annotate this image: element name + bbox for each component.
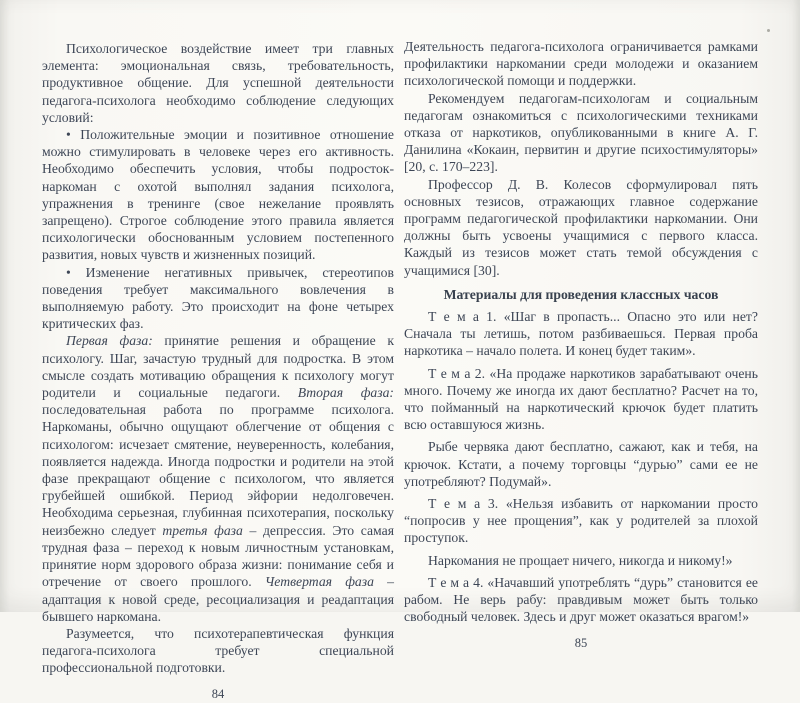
- paragraph: [404, 38, 758, 90]
- section-heading: Материалы для проведения классных часов: [443, 286, 719, 302]
- theme-paragraph: [404, 495, 758, 547]
- paragraph: [404, 90, 758, 176]
- text-run: Деятельность педагога-психолога ограничивается рамками профилактики наркомании среди молодежи и оказанием психологической помощи и поддержки.: [404, 39, 758, 89]
- italic-phrase: Первая фаза:: [66, 333, 153, 349]
- text-run: Психологическое воздействие имеет три главных элемента: эмоциональная связь, требовательность, продуктивное общение. Для успешной деятельности педагога-психолога необходимо соблюдение следующих условий:: [42, 41, 394, 125]
- page-right: [404, 38, 758, 652]
- page-right-text: [404, 38, 758, 626]
- text-run: • Положительные эмоции и позитивное отношение можно стимулировать в человеке через его активность. Необходимо обеспечить условия, чтобы подросток-наркоман с охотой выполнял задания психолога, упражнения в тренинге (свое нежелание проявлять запрещено). Строгое соблюдение этого правила является психологически обоснованным условием постепенного развития, новых чувств и жизненных позиций.: [42, 127, 394, 263]
- text-run: Т е м а 4. «Начавший употреблять “дурь” становится ее рабом. Не верь рабу: правдивым может быть только свободный человек. Здесь и друг может оказаться врагом!»: [404, 574, 758, 625]
- paragraph: [404, 438, 758, 490]
- theme-paragraph: [404, 365, 758, 434]
- page-left-text: [42, 40, 394, 677]
- scan-speck: [767, 29, 770, 32]
- paragraph: [42, 126, 394, 264]
- text-run: Наркомания не прощает ничего, никогда и никому!»: [428, 552, 733, 568]
- page-left: [42, 40, 394, 703]
- italic-phrase: Четвертая фаза: [264, 574, 374, 590]
- text-run: Разумеется, что психотерапевтическая функция педагога-психолога требует специальной профессиональной подготовки.: [42, 625, 394, 676]
- text-run: • Изменение негативных привычек, стереотипов поведения требует максимального вовлечения в выполняемую работу. Это происходит на фоне четырех критических фаз.: [42, 264, 394, 332]
- italic-phrase: Вторая фаза:: [297, 385, 394, 401]
- text-run: Т е м а 3. «Нельзя избавить от наркомании просто “попросив у нее прощения”, как у родителей за плохой проступок.: [404, 496, 758, 546]
- text-run: Профессор Д. В. Колесов сформулировал пять основных тезисов, отражающих главное содержание программ педагогической профилактики наркомании. Они должны быть усвоены учащимися с первого класса. Каждый из тезисов может стать темой обсуждения с учащимися [30].: [404, 176, 758, 278]
- text-run: последовательная работа по программе психолога. Наркоманы, обычно ощущают облегчение от общения с психологом: исчезает смятение, неуверенность, колебания, появляется надежда. Иногда подростки и родители на этой фазе прекращают общение с психологом, что является грубейшей ошибкой. Период эйфории недолговечен. Необходима серьезная, глубинная психотерапия, поскольку неизбежно следует: [42, 402, 394, 538]
- text-run: принятие решения и обращение к психологу. Шаг, зачастую трудный для подростка. В этом смысле создать мотивацию обращения к психологу могут родители и социальные педагоги.: [42, 333, 394, 401]
- paragraph: [404, 176, 758, 279]
- page-number-right: 85: [574, 635, 588, 650]
- text-run: Рыбе червяка дают бесплатно, сажают, как и тебя, на крючок. Кстати, а почему торговцы “дурью” сами ее не употребляют? Подумай».: [404, 439, 758, 489]
- text-run: Рекомендуем педагогам-психологам и социальным педагогам ознакомиться с психологическими техниками отказа от наркотиков, опубликованными в книге А. Г. Данилина «Кокаин, первитин и другие психостимуляторы» [20, с. 170–223].: [404, 90, 758, 175]
- paragraph: [42, 264, 394, 333]
- theme-paragraph: [404, 308, 758, 360]
- italic-phrase: третья фаза: [162, 522, 243, 538]
- text-run: – адаптация к новой среде, ресоциализация и реадаптация бывшего наркомана.: [42, 574, 394, 624]
- paragraph: [42, 40, 394, 126]
- text-run: Т е м а 2. «На продаже наркотиков зарабатывают очень много. Почему же иногда их дают бесплатно? Расчет на то, что пойманный на наркотический крючок будет платить всю оставшуюся жизнь.: [404, 365, 758, 433]
- text-run: – депрессия. Это самая трудная фаза – переход к новым личностным установкам, принятие норм здорового образа жизни: понимание себя и отречение от своего прошлого.: [42, 522, 394, 590]
- text-run: Т е м а 1. «Шаг в пропасть... Опасно это или нет? Сначала ты летишь, потом разбиваешься. Первая проба наркотика – начало полета. И конец будет таким».: [404, 309, 758, 359]
- paragraph: [42, 625, 394, 677]
- paragraph: [42, 332, 394, 624]
- theme-paragraph: [404, 574, 758, 626]
- page-number-left: 84: [211, 686, 225, 701]
- paragraph: [404, 552, 758, 569]
